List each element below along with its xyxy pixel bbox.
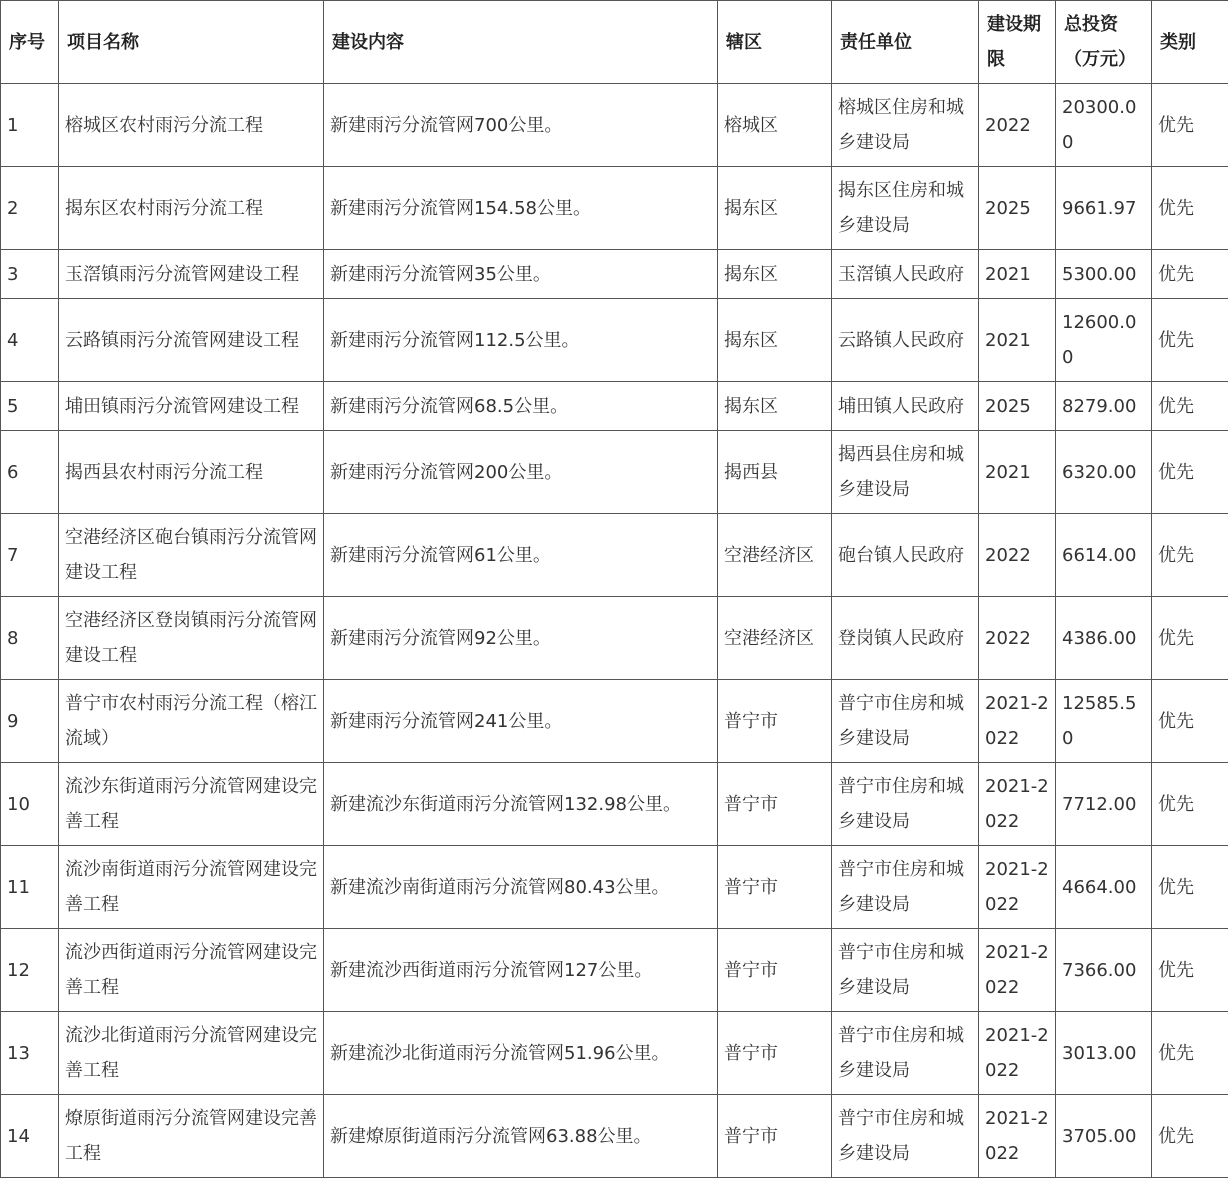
cell-period: 2021-2022 — [979, 1095, 1056, 1178]
table-row — [1, 680, 1228, 763]
cell-category: 优先 — [1152, 1095, 1228, 1178]
header-district: 辖区 — [718, 1, 832, 84]
cell-investment: 3013.00 — [1056, 1012, 1152, 1095]
cell-project-name: 燎原街道雨污分流管网建设完善工程 — [59, 1095, 324, 1178]
cell-index: 14 — [1, 1095, 59, 1178]
cell-period: 2022 — [979, 514, 1056, 597]
cell-content: 新建雨污分流管网68.5公里。 — [324, 382, 718, 431]
cell-responsible-unit: 普宁市住房和城乡建设局 — [832, 1095, 979, 1178]
table-row — [1, 597, 1228, 680]
cell-index: 2 — [1, 167, 59, 250]
cell-content: 新建雨污分流管网154.58公里。 — [324, 167, 718, 250]
cell-category: 优先 — [1152, 929, 1228, 1012]
cell-district: 榕城区 — [718, 84, 832, 167]
cell-investment: 8279.00 — [1056, 382, 1152, 431]
cell-content: 新建雨污分流管网200公里。 — [324, 431, 718, 514]
table-row — [1, 846, 1228, 929]
cell-period: 2022 — [979, 84, 1056, 167]
cell-district: 揭东区 — [718, 167, 832, 250]
cell-investment: 4386.00 — [1056, 597, 1152, 680]
header-content: 建设内容 — [324, 1, 718, 84]
cell-responsible-unit: 普宁市住房和城乡建设局 — [832, 1012, 979, 1095]
cell-investment: 12585.50 — [1056, 680, 1152, 763]
cell-district: 普宁市 — [718, 1012, 832, 1095]
table-row — [1, 382, 1228, 431]
cell-content: 新建雨污分流管网61公里。 — [324, 514, 718, 597]
cell-category: 优先 — [1152, 763, 1228, 846]
cell-project-name: 空港经济区登岗镇雨污分流管网建设工程 — [59, 597, 324, 680]
table-row — [1, 250, 1228, 299]
cell-index: 9 — [1, 680, 59, 763]
cell-index: 10 — [1, 763, 59, 846]
header-project-name: 项目名称 — [59, 1, 324, 84]
table-row — [1, 431, 1228, 514]
cell-project-name: 揭西县农村雨污分流工程 — [59, 431, 324, 514]
cell-period: 2021-2022 — [979, 929, 1056, 1012]
cell-project-name: 流沙东街道雨污分流管网建设完善工程 — [59, 763, 324, 846]
cell-category: 优先 — [1152, 597, 1228, 680]
cell-period: 2021-2022 — [979, 680, 1056, 763]
header-index: 序号 — [1, 1, 59, 84]
cell-district: 揭东区 — [718, 250, 832, 299]
cell-period: 2021 — [979, 250, 1056, 299]
cell-index: 4 — [1, 299, 59, 382]
cell-project-name: 流沙南街道雨污分流管网建设完善工程 — [59, 846, 324, 929]
cell-index: 8 — [1, 597, 59, 680]
cell-content: 新建流沙西街道雨污分流管网127公里。 — [324, 929, 718, 1012]
cell-category: 优先 — [1152, 382, 1228, 431]
cell-responsible-unit: 普宁市住房和城乡建设局 — [832, 763, 979, 846]
cell-project-name: 普宁市农村雨污分流工程（榕江流域） — [59, 680, 324, 763]
cell-investment: 7366.00 — [1056, 929, 1152, 1012]
table-row — [1, 1012, 1228, 1095]
cell-investment: 9661.97 — [1056, 167, 1152, 250]
cell-project-name: 玉滘镇雨污分流管网建设工程 — [59, 250, 324, 299]
cell-index: 6 — [1, 431, 59, 514]
cell-investment: 6614.00 — [1056, 514, 1152, 597]
table-row — [1, 929, 1228, 1012]
cell-investment: 5300.00 — [1056, 250, 1152, 299]
cell-district: 普宁市 — [718, 846, 832, 929]
cell-district: 揭东区 — [718, 382, 832, 431]
cell-district: 普宁市 — [718, 680, 832, 763]
cell-investment: 6320.00 — [1056, 431, 1152, 514]
cell-index: 1 — [1, 84, 59, 167]
cell-project-name: 云路镇雨污分流管网建设工程 — [59, 299, 324, 382]
cell-project-name: 空港经济区砲台镇雨污分流管网建设工程 — [59, 514, 324, 597]
cell-category: 优先 — [1152, 1012, 1228, 1095]
cell-category: 优先 — [1152, 167, 1228, 250]
cell-responsible-unit: 埔田镇人民政府 — [832, 382, 979, 431]
cell-index: 11 — [1, 846, 59, 929]
table-row — [1, 167, 1228, 250]
cell-responsible-unit: 云路镇人民政府 — [832, 299, 979, 382]
cell-district: 普宁市 — [718, 763, 832, 846]
header-responsible-unit: 责任单位 — [832, 1, 979, 84]
cell-district: 空港经济区 — [718, 597, 832, 680]
table-row — [1, 84, 1228, 167]
cell-responsible-unit: 登岗镇人民政府 — [832, 597, 979, 680]
cell-responsible-unit: 揭西县住房和城乡建设局 — [832, 431, 979, 514]
cell-responsible-unit: 普宁市住房和城乡建设局 — [832, 680, 979, 763]
cell-investment: 3705.00 — [1056, 1095, 1152, 1178]
cell-project-name: 榕城区农村雨污分流工程 — [59, 84, 324, 167]
cell-responsible-unit: 砲台镇人民政府 — [832, 514, 979, 597]
cell-investment: 4664.00 — [1056, 846, 1152, 929]
cell-content: 新建流沙东街道雨污分流管网132.98公里。 — [324, 763, 718, 846]
cell-district: 揭东区 — [718, 299, 832, 382]
header-period: 建设期限 — [979, 1, 1056, 84]
cell-index: 3 — [1, 250, 59, 299]
cell-investment: 12600.00 — [1056, 299, 1152, 382]
header-investment: 总投资（万元） — [1056, 1, 1152, 84]
cell-period: 2021-2022 — [979, 846, 1056, 929]
cell-index: 13 — [1, 1012, 59, 1095]
table-row — [1, 763, 1228, 846]
header-category: 类别 — [1152, 1, 1228, 84]
cell-index: 5 — [1, 382, 59, 431]
cell-content: 新建流沙北街道雨污分流管网51.96公里。 — [324, 1012, 718, 1095]
cell-project-name: 埔田镇雨污分流管网建设工程 — [59, 382, 324, 431]
cell-category: 优先 — [1152, 250, 1228, 299]
cell-content: 新建燎原街道雨污分流管网63.88公里。 — [324, 1095, 718, 1178]
cell-category: 优先 — [1152, 846, 1228, 929]
cell-period: 2021 — [979, 431, 1056, 514]
cell-content: 新建雨污分流管网35公里。 — [324, 250, 718, 299]
cell-content: 新建雨污分流管网700公里。 — [324, 84, 718, 167]
cell-period: 2025 — [979, 382, 1056, 431]
table-row — [1, 299, 1228, 382]
cell-index: 7 — [1, 514, 59, 597]
cell-index: 12 — [1, 929, 59, 1012]
cell-category: 优先 — [1152, 431, 1228, 514]
cell-project-name: 揭东区农村雨污分流工程 — [59, 167, 324, 250]
cell-investment: 7712.00 — [1056, 763, 1152, 846]
cell-district: 空港经济区 — [718, 514, 832, 597]
cell-period: 2022 — [979, 597, 1056, 680]
cell-content: 新建雨污分流管网112.5公里。 — [324, 299, 718, 382]
cell-content: 新建流沙南街道雨污分流管网80.43公里。 — [324, 846, 718, 929]
cell-district: 普宁市 — [718, 929, 832, 1012]
cell-category: 优先 — [1152, 84, 1228, 167]
cell-category: 优先 — [1152, 680, 1228, 763]
table-header-row — [1, 1, 1228, 84]
cell-responsible-unit: 玉滘镇人民政府 — [832, 250, 979, 299]
cell-content: 新建雨污分流管网92公里。 — [324, 597, 718, 680]
cell-investment: 20300.00 — [1056, 84, 1152, 167]
cell-responsible-unit: 普宁市住房和城乡建设局 — [832, 846, 979, 929]
cell-project-name: 流沙西街道雨污分流管网建设完善工程 — [59, 929, 324, 1012]
cell-content: 新建雨污分流管网241公里。 — [324, 680, 718, 763]
cell-district: 揭西县 — [718, 431, 832, 514]
cell-period: 2021 — [979, 299, 1056, 382]
cell-district: 普宁市 — [718, 1095, 832, 1178]
table-row — [1, 514, 1228, 597]
cell-responsible-unit: 普宁市住房和城乡建设局 — [832, 929, 979, 1012]
cell-project-name: 流沙北街道雨污分流管网建设完善工程 — [59, 1012, 324, 1095]
cell-period: 2021-2022 — [979, 1012, 1056, 1095]
cell-responsible-unit: 揭东区住房和城乡建设局 — [832, 167, 979, 250]
cell-period: 2025 — [979, 167, 1056, 250]
cell-category: 优先 — [1152, 299, 1228, 382]
table-row — [1, 1095, 1228, 1178]
cell-category: 优先 — [1152, 514, 1228, 597]
cell-responsible-unit: 榕城区住房和城乡建设局 — [832, 84, 979, 167]
cell-period: 2021-2022 — [979, 763, 1056, 846]
